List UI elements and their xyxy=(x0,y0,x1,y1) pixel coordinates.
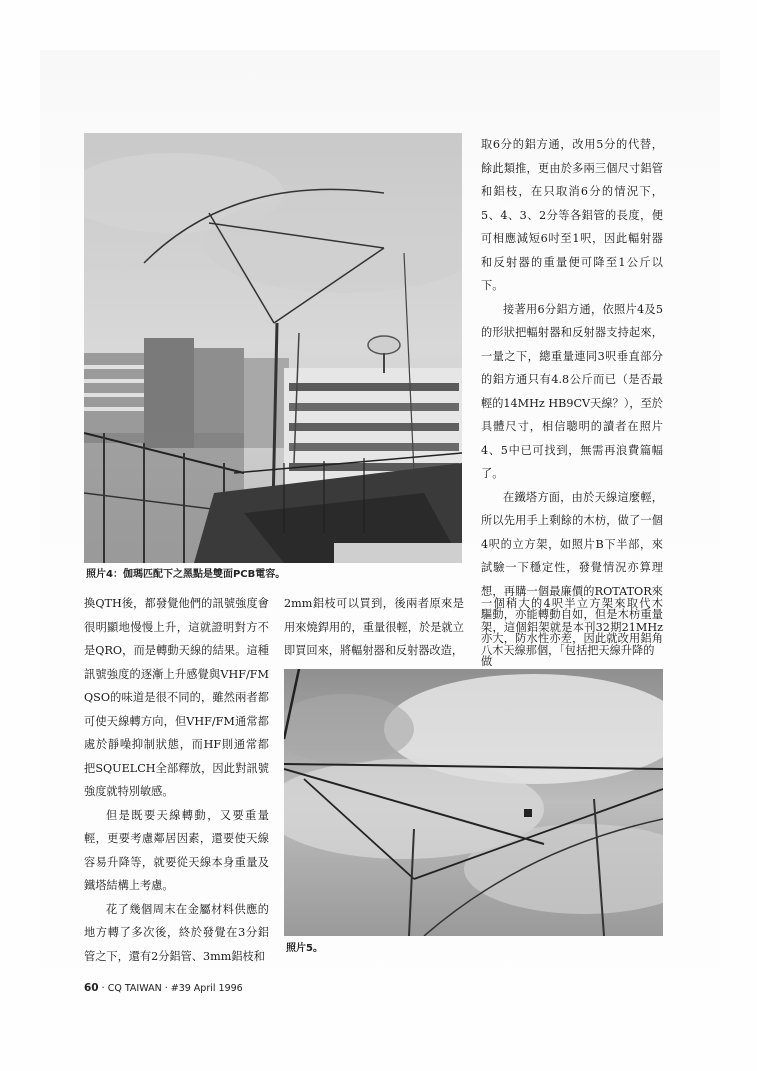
magazine-issue: · CQ TAIWAN · #39 April 1996 xyxy=(101,983,243,994)
photo-4-caption: 照片4：伽瑪匹配下之黑點是雙面PCB電容。 xyxy=(86,569,286,580)
paragraph: 但是既要天線轉動，又要重量輕，更要考慮鄰居因素，還要使天線容易升降等，就要從天線本身重量及鐵塔結構上考慮。 xyxy=(84,808,269,892)
text-column-right-lower xyxy=(481,592,663,663)
paragraph: 在鐵塔方面，由於天線這麼輕，所以先用手上剩餘的木枋，做了一個4呎的立方架，如照片B下半部，來試驗一下穩定性，發覺情況亦算理想，再購一個最廉價的ROTATOR來驅動，亦能轉動自如，但是木枋重量亦大，防水性亦差，因此就改用鋁角做 xyxy=(481,490,663,668)
photo-5-caption: 照片5。 xyxy=(286,943,323,954)
paragraph: 接著用6分鋁方通，依照片4及5的形狀把輻射器和反射器支持起來，一量之下，總重量連同3呎垂直部分的鋁方通只有4.8公斤而已（是否最輕的14MHz HB9CV天線？），至於具體尺寸，相信聰明的讀者在照片4、5中已可找到，無需再浪費篇幅了。 xyxy=(481,302,663,480)
paragraph: 2mm鋁枝可以買到，後兩者原來是用來燒銲用的，重量很輕，於是就立即買回來，將輻射器和反射器改造， xyxy=(284,597,464,657)
page-number: 60 xyxy=(84,982,99,994)
paragraph: 一個稍大的4呎半立方架來取代木架，這個鋁架就是本刊32期21MHz八木天線那個，「包括把天線升降的 xyxy=(481,597,663,657)
paragraph: 取6分的鋁方通，改用5分的代替，餘此類推，更由於多兩三個尺寸鋁管和鋁枝，在只取消6分的情況下，5、4、3、2分等各鋁管的長度，便可相應減短6吋至1呎，因此輻射器和反射器的重量便可降至1公斤以下。 xyxy=(481,138,663,292)
text-column-middle xyxy=(284,592,464,663)
paragraph: 換QTH後，都發覺他們的訊號強度會很明顯地慢慢上升，這就證明對方不是QRO，而是轉動天線的結果。這種訊號強度的逐漸上升感覺與VHF/FM QSO的味道是很不同的，雖然兩者都可使天線轉方向，但VHF/FM通常都處於靜噪抑制狀態，而HF則通常都把SQUELCH全部釋放，因此對訊號強度就特別敏感。 xyxy=(84,597,269,798)
photo-5-antenna-elements xyxy=(284,669,663,936)
text-column-left xyxy=(84,592,269,968)
paragraph: 花了幾個周末在金屬材料供應的地方轉了多次後，終於發覺在3分鋁管之下，還有2分鋁管、3mm鋁枝和 xyxy=(84,902,269,963)
photo-4-rooftop-antenna xyxy=(84,133,462,563)
page-footer xyxy=(84,982,243,994)
